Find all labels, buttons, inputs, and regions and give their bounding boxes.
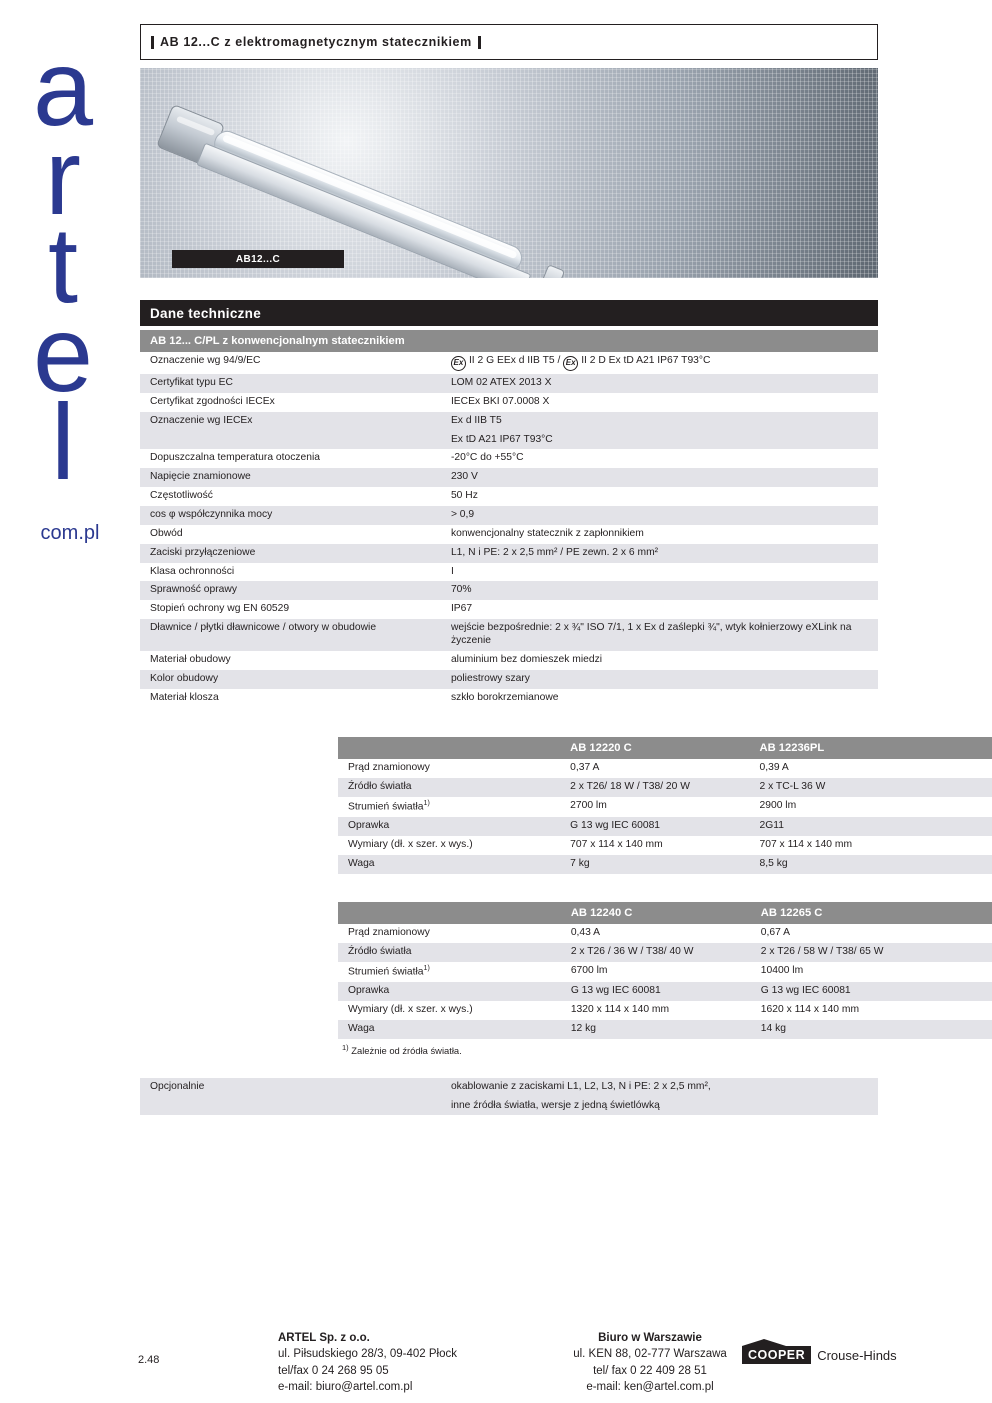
row-label: Oprawka [338, 817, 560, 836]
row-value-model-1: 2 x T26 / 36 W / T38/ 40 W [561, 943, 751, 962]
row-value-model-1: 2700 lm [560, 797, 749, 817]
row-value: konwencjonalny statecznik z zapłonnikiem [443, 525, 878, 544]
row-value-model-1: 1320 x 114 x 140 mm [561, 1001, 751, 1020]
table-row [140, 374, 878, 393]
company-phone: tel/fax 0 24 268 95 05 [278, 1364, 389, 1377]
brand-domain: com.pl [40, 522, 100, 544]
page-title: AB 12...C z elektromagnetycznym statecznikiem [160, 35, 472, 49]
row-value-model-2: 2G11 [750, 817, 992, 836]
office-email[interactable]: e-mail: ken@artel.com.pl [586, 1380, 714, 1393]
row-label-text: Strumień światła [348, 966, 424, 978]
row-label [338, 962, 561, 982]
row-label: Klasa ochronności [140, 563, 443, 582]
footnote-marker: 1) [423, 964, 430, 972]
product-table-1 [338, 737, 992, 874]
row-label: Certyfikat zgodności IECEx [140, 393, 443, 412]
column-header-blank [338, 737, 560, 759]
table-row [338, 855, 992, 874]
row-label: Prąd znamionowy [338, 924, 561, 943]
table-header-row [140, 330, 878, 352]
table-header-row [338, 737, 992, 759]
row-value: LOM 02 ATEX 2013 X [443, 374, 878, 393]
table-row [338, 924, 992, 943]
row-label: Prąd znamionowy [338, 759, 560, 778]
section-header-technical-data [140, 300, 878, 326]
table-row [338, 962, 992, 982]
main-spec-table [140, 330, 878, 707]
table-header-row [338, 902, 992, 924]
ex-marking-icon: Ex [451, 356, 466, 371]
logo-letter-a: a [32, 27, 94, 148]
column-header-blank [338, 902, 561, 924]
row-value-model-2: 10400 lm [751, 962, 992, 982]
table-row [140, 525, 878, 544]
row-value: > 0,9 [443, 506, 878, 525]
footnote-marker: 1) [423, 800, 430, 808]
product-photo [140, 68, 878, 278]
row-label: Sprawność oprawy [140, 581, 443, 600]
table-footnote [342, 1043, 992, 1056]
table-row [140, 651, 878, 670]
row-label: Zaciski przyłączeniowe [140, 544, 443, 563]
row-value-model-1: 0,43 A [561, 924, 751, 943]
row-label: Dławnice / płytki dławnicowe / otwory w obudowie [140, 619, 443, 651]
company-name: ARTEL Sp. z o.o. [278, 1332, 370, 1344]
photo-caption: AB12...C [172, 250, 344, 268]
page-content [138, 0, 992, 1115]
row-value: Ex tD A21 IP67 T93°C [443, 431, 878, 450]
row-label: Materiał obudowy [140, 651, 443, 670]
main-table-title: AB 12... C/PL z konwencjonalnym statecznikiem [140, 330, 878, 352]
row-label: Kolor obudowy [140, 670, 443, 689]
table-row [140, 352, 878, 374]
title-left-bar-icon [151, 36, 154, 49]
row-label: cos φ współczynnika mocy [140, 506, 443, 525]
row-label: Stopień ochrony wg EN 60529 [140, 600, 443, 619]
table-row [140, 563, 878, 582]
row-value-model-1: G 13 wg IEC 60081 [561, 982, 751, 1001]
table-row [338, 982, 992, 1001]
table-row [140, 581, 878, 600]
row-value: -20°C do +55°C [443, 449, 878, 468]
table-row [338, 797, 992, 817]
footnote-marker: 1) [342, 1042, 349, 1052]
table-row [338, 1001, 992, 1020]
row-label: Waga [338, 855, 560, 874]
row-value-model-2: 2900 lm [750, 797, 992, 817]
company-email[interactable]: e-mail: biuro@artel.com.pl [278, 1380, 413, 1393]
row-value-model-1: 7 kg [560, 855, 749, 874]
row-value-model-1: 0,37 A [560, 759, 749, 778]
row-value: okablowanie z zaciskami L1, L2, L3, N i PE: 2 x 2,5 mm², [443, 1078, 878, 1097]
office-name: Biuro w Warszawie [598, 1332, 702, 1344]
row-value: szkło borokrzemianowe [443, 689, 878, 708]
row-label [338, 797, 560, 817]
cooper-crouse-hinds-logo [742, 1346, 897, 1364]
table-row [140, 619, 878, 651]
logo-letter-l: l [51, 381, 75, 503]
crouse-hinds-name: Crouse-Hinds [817, 1347, 897, 1363]
row-value-model-1: 707 x 114 x 140 mm [560, 836, 749, 855]
lamp-end-cap [537, 264, 566, 278]
row-value-model-2: 2 x TC-L 36 W [750, 778, 992, 797]
row-label: Częstotliwość [140, 487, 443, 506]
row-value-model-2: 14 kg [751, 1020, 992, 1039]
row-value-model-2: 8,5 kg [750, 855, 992, 874]
row-label: Wymiary (dł. x szer. x wys.) [338, 1001, 561, 1020]
table-row [140, 449, 878, 468]
row-label: Źródło światła [338, 943, 561, 962]
row-label: Oprawka [338, 982, 561, 1001]
table-row [140, 544, 878, 563]
logo-letter-r: r [45, 115, 81, 237]
company-street: ul. Piłsudskiego 28/3, 09-402 Płock [278, 1348, 457, 1361]
table-row [338, 943, 992, 962]
logo-letter-e: e [32, 292, 94, 414]
table-row [140, 670, 878, 689]
row-value-model-2: 707 x 114 x 140 mm [750, 836, 992, 855]
table-row [338, 836, 992, 855]
row-value-model-1: 6700 lm [561, 962, 751, 982]
row-value-model-2: 2 x T26 / 58 W / T38/ 65 W [751, 943, 992, 962]
column-header-model-2: AB 12236PL [750, 737, 992, 759]
section-header-label: Dane techniczne [150, 305, 262, 321]
row-value: 70% [443, 581, 878, 600]
office-street: ul. KEN 88, 02-777 Warszawa [573, 1348, 727, 1361]
table-row [140, 1097, 878, 1116]
table-row [140, 468, 878, 487]
row-label: Źródło światła [338, 778, 560, 797]
row-value: 230 V [443, 468, 878, 487]
page-title-box [140, 24, 878, 60]
title-right-bar-icon [478, 36, 481, 49]
row-value-model-2: 0,39 A [750, 759, 992, 778]
row-label: Dopuszczalna temperatura otoczenia [140, 449, 443, 468]
row-label: Waga [338, 1020, 561, 1039]
row-value-model-2: 0,67 A [751, 924, 992, 943]
row-value-model-2: G 13 wg IEC 60081 [751, 982, 992, 1001]
row-value-model-1: G 13 wg IEC 60081 [560, 817, 749, 836]
row-label: Oznaczenie wg IECEx [140, 412, 443, 431]
row-value: 50 Hz [443, 487, 878, 506]
artel-vertical-logo [0, 27, 128, 503]
row-value: I [443, 563, 878, 582]
row-label-text: Strumień światła [348, 801, 424, 813]
office-phone: tel/ fax 0 22 409 28 51 [593, 1364, 707, 1377]
page-number: 2.48 [138, 1354, 160, 1366]
company-address-block [278, 1330, 508, 1395]
optional-table [140, 1078, 878, 1116]
footnote-text: Zależnie od źródła światła. [351, 1044, 462, 1056]
product-table-2 [338, 902, 992, 1039]
ex-marking-icon-2: Ex [563, 356, 578, 371]
row-label: Opcjonalnie [140, 1078, 443, 1097]
table-row [140, 431, 878, 450]
row-value-text-a: II 2 G EEx d IIB T5 / [468, 355, 564, 366]
row-value-model-2: 1620 x 114 x 140 mm [751, 1001, 992, 1020]
brand-sidebar [0, 0, 138, 1403]
row-label: Wymiary (dł. x szer. x wys.) [338, 836, 560, 855]
row-value: L1, N i PE: 2 x 2,5 mm² / PE zewn. 2 x 6 mm² [443, 544, 878, 563]
row-value: Ex d IIB T5 [443, 412, 878, 431]
table-row [140, 1078, 878, 1097]
row-label [140, 431, 443, 450]
table-row [338, 759, 992, 778]
cooper-logo-mark: COOPER [742, 1346, 811, 1364]
row-value-model-1: 12 kg [561, 1020, 751, 1039]
table-row [140, 506, 878, 525]
row-label: Oznaczenie wg 94/9/EC [140, 352, 443, 374]
row-value: wejście bezpośrednie: 2 x ¾" ISO 7/1, 1 x Ex d zaślepki ¾", wtyk kołnierzowy eXLink na życzenie [443, 619, 878, 651]
row-value-text-b: II 2 D Ex tD A21 IP67 T93°C [581, 355, 711, 366]
column-header-model-1: AB 12220 C [560, 737, 749, 759]
table-row [338, 778, 992, 797]
logo-letter-t: t [47, 204, 78, 326]
row-value-model-1: 2 x T26/ 18 W / T38/ 20 W [560, 778, 749, 797]
table-row [338, 1020, 992, 1039]
row-label: Obwód [140, 525, 443, 544]
row-label-empty [140, 1097, 443, 1116]
row-value: IP67 [443, 600, 878, 619]
row-label: Certyfikat typu EC [140, 374, 443, 393]
column-header-model-1: AB 12240 C [561, 902, 751, 924]
table-row [140, 600, 878, 619]
table-row [140, 412, 878, 431]
column-header-model-2: AB 12265 C [751, 902, 992, 924]
table-row [140, 393, 878, 412]
table-row [140, 487, 878, 506]
row-value [443, 352, 878, 374]
row-label: Materiał klosza [140, 689, 443, 708]
row-value: aluminium bez domieszek miedzi [443, 651, 878, 670]
row-value: poliestrowy szary [443, 670, 878, 689]
row-label: Napięcie znamionowe [140, 468, 443, 487]
row-value-second-line: inne źródła światła, wersje z jedną świetlówką [443, 1097, 878, 1116]
table-row [338, 817, 992, 836]
row-value: IECEx BKI 07.0008 X [443, 393, 878, 412]
table-row [140, 689, 878, 708]
office-address-block [540, 1330, 760, 1395]
